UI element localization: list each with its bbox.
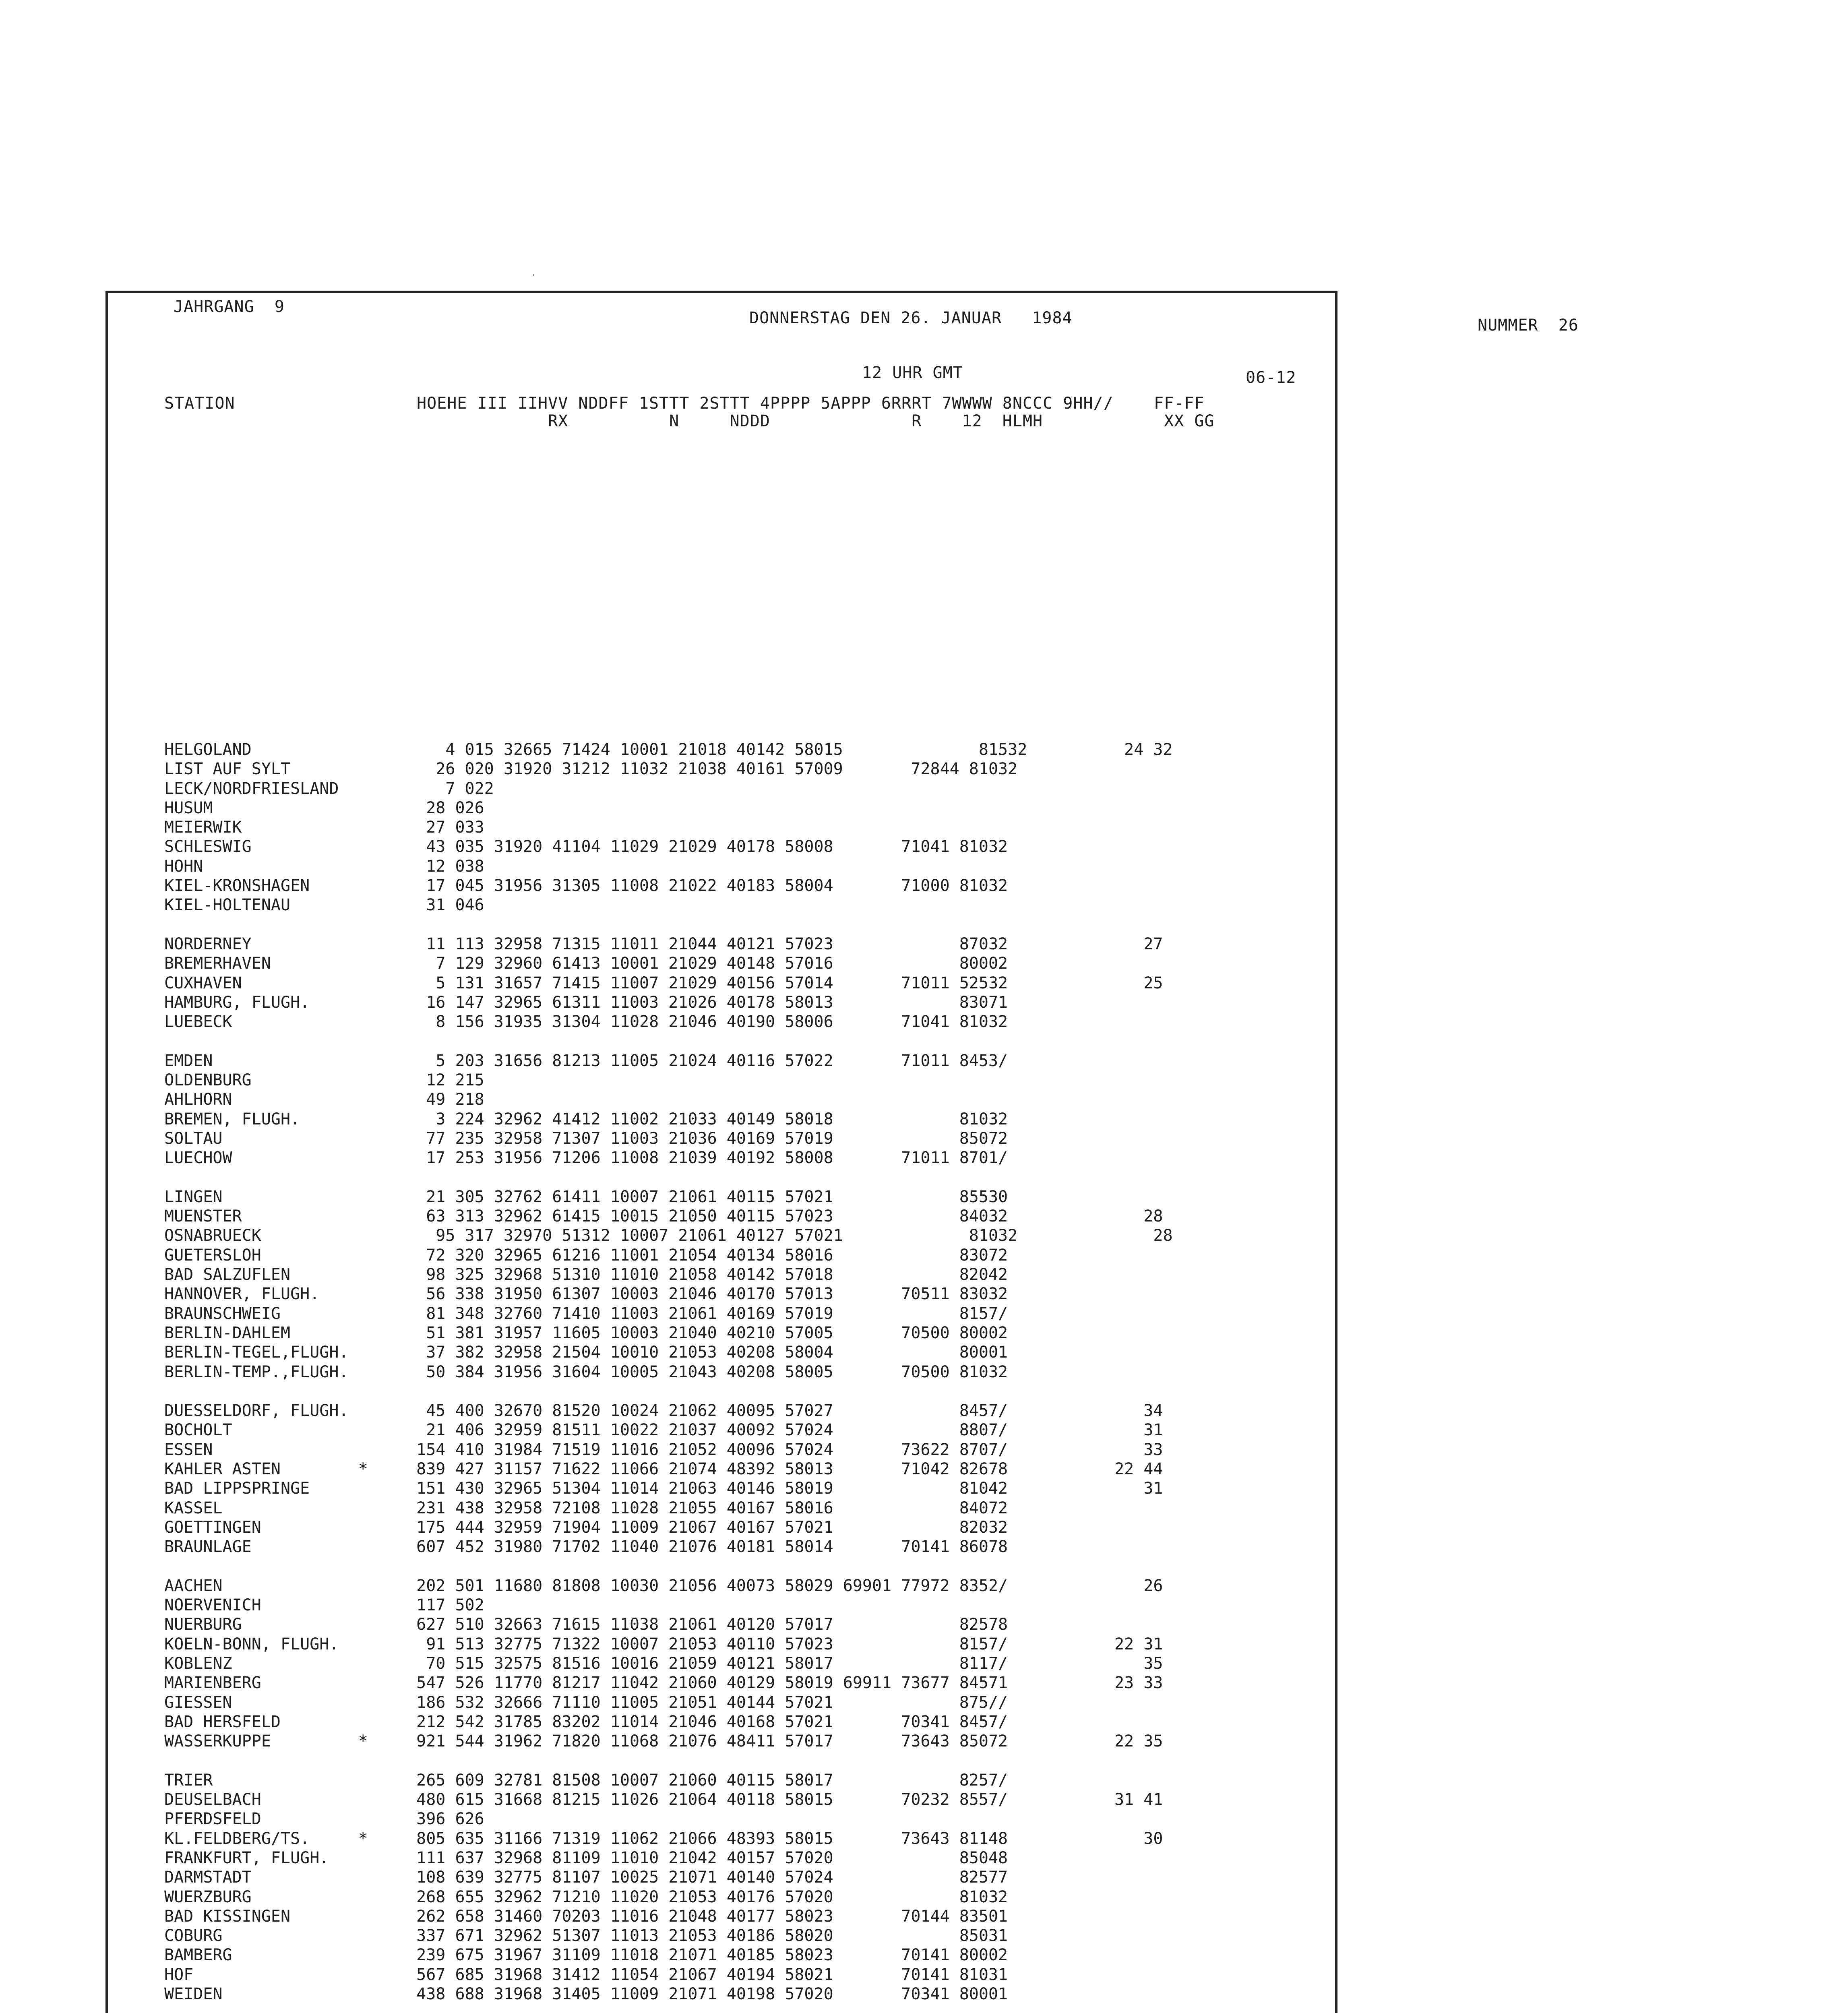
station-observation-list [164,740,1173,2013]
station-row: LIST AUF SYLT 26 020 31920 31212 11032 21038 40161 57009 72844 81032 [164,760,1018,779]
station-row: BREMERHAVEN 7 129 32960 61413 10001 21029 40148 57016 80002 [164,954,1008,973]
station-row: HOF 567 685 31968 31412 11054 21067 40194 58021 70141 81031 [164,1965,1008,1984]
jahrgang-label: JAHRGANG 9 [174,298,285,316]
station-row: AHLHORN 49 218 [164,1090,484,1109]
station-row: NOERVENICH 117 502 [164,1596,484,1615]
station-row: EMDEN 5 203 31656 81213 11005 21024 40116 57022 71011 8453/ [164,1051,1008,1070]
group-separator [164,2004,1173,2013]
station-row: WASSERKUPPE * 921 544 31962 71820 11068 21076 48411 57017 73643 85072 22 35 [164,1732,1163,1751]
station-row: LUECHOW 17 253 31956 71206 11008 21039 40192 58008 71011 8701/ [164,1149,1008,1168]
station-row: SOLTAU 77 235 32958 71307 11003 21036 40169 57019 85072 [164,1129,1008,1148]
station-row: CUXHAVEN 5 131 31657 71415 11007 21029 40156 57014 71011 52532 25 [164,973,1163,992]
station-row: HAMBURG, FLUGH. 16 147 32965 61311 11003 21026 40178 58013 83071 [164,993,1008,1012]
station-row: GIESSEN 186 532 32666 71110 11005 21051 40144 57021 875// [164,1693,1008,1712]
station-row: BRAUNSCHWEIG 81 348 32760 71410 11003 21061 40169 57019 8157/ [164,1304,1008,1323]
observation-time: 12 UHR GMT [862,364,963,382]
station-row: DUESSELDORF, FLUGH. 45 400 32670 81520 10024 21062 40095 57027 8457/ 34 [164,1401,1163,1420]
station-row: BAMBERG 239 675 31967 31109 11018 21071 40185 58023 70141 80002 [164,1946,1008,1965]
station-row: BAD LIPPSPRINGE 151 430 32965 51304 11014 21063 40146 58019 81042 31 [164,1479,1163,1498]
station-row: HUSUM 28 026 [164,798,484,817]
station-row: GUETERSLOH 72 320 32965 61216 11001 21054 40134 58016 83072 [164,1246,1008,1265]
station-row: ESSEN 154 410 31984 71519 11016 21052 40096 57024 73622 8707/ 33 [164,1440,1163,1459]
station-row: MEIERWIK 27 033 [164,818,484,837]
station-row: BERLIN-TEGEL,FLUGH. 37 382 32958 21504 10010 21053 40208 58004 80001 [164,1343,1008,1362]
station-row: COBURG 337 671 32962 51307 11013 21053 40186 58020 85031 [164,1926,1008,1945]
station-row: LECK/NORDFRIESLAND 7 022 [164,779,494,798]
station-row: DEUSELBACH 480 615 31668 81215 11026 21064 40118 58015 70232 8557/ 31 41 [164,1790,1163,1809]
station-row: BERLIN-DAHLEM 51 381 31957 11605 10003 21040 40210 57005 70500 80002 [164,1323,1008,1342]
station-row: LINGEN 21 305 32762 61411 10007 21061 40115 57021 85530 [164,1187,1008,1206]
station-row: GOETTINGEN 175 444 32959 71904 11009 21067 40167 57021 82032 [164,1518,1008,1537]
station-row: OSNABRUECK 95 317 32970 51312 10007 21061 40127 57021 81032 28 [164,1226,1173,1245]
station-row: MUENSTER 63 313 32962 61415 10015 21050 40115 57023 84032 28 [164,1207,1163,1226]
station-row: NORDERNEY 11 113 32958 71315 11011 21044 40121 57023 87032 27 [164,934,1163,953]
station-row: KAHLER ASTEN * 839 427 31157 71622 11066 21074 48392 58013 71042 82678 22 44 [164,1459,1163,1478]
bulletin-date: DONNERSTAG DEN 26. JANUAR 1984 [749,309,1073,327]
station-row: KIEL-KRONSHAGEN 17 045 31956 31305 11008 21022 40183 58004 71000 81032 [164,876,1008,895]
station-row: BERLIN-TEMP.,FLUGH. 50 384 31956 31604 10005 21043 40208 58005 70500 81032 [164,1362,1008,1381]
issue-number: NUMMER 26 [1478,316,1579,335]
station-row: NUERBURG 627 510 32663 71615 11038 21061 40120 57017 82578 [164,1615,1008,1634]
group-separator [164,1031,1173,1051]
station-row: OLDENBURG 12 215 [164,1071,484,1090]
station-row: KL.FELDBERG/TS. * 805 635 31166 71319 11062 21066 48393 58015 73643 81148 30 [164,1829,1163,1848]
station-row: BAD HERSFELD 212 542 31785 83202 11014 21046 40168 57021 70341 8457/ [164,1712,1008,1731]
station-row: BAD SALZUFLEN 98 325 32968 51310 11010 21058 40142 57018 82042 [164,1265,1008,1284]
station-row: HOHN 12 038 [164,857,484,876]
station-row: HELGOLAND 4 015 32665 71424 10001 21018 40142 58015 81532 24 32 [164,740,1173,759]
column-header-line1: STATION HOEHE III IIHVV NDDFF 1STTT 2STTT 4PPPP 5APPP 6RRRT 7WWWW 8NCCC 9HH// FF-FF [164,394,1205,413]
station-row: LUEBECK 8 156 31935 31304 11028 21046 40190 58006 71041 81032 [164,1013,1008,1031]
station-row: MARIENBERG 547 526 11770 81217 11042 21060 40129 58019 69911 73677 84571 23 33 [164,1674,1163,1693]
station-row: TRIER 265 609 32781 81508 10007 21060 40115 58017 8257/ [164,1771,1008,1790]
group-separator [164,1751,1173,1770]
period-0612-label: 06-12 [1246,368,1296,387]
station-row: KOBLENZ 70 515 32575 81516 10016 21059 40121 58017 8117/ 35 [164,1654,1163,1673]
group-separator [164,915,1173,934]
station-row: BRAUNLAGE 607 452 31980 71702 11040 21076 40181 58014 70141 86078 [164,1538,1008,1556]
group-separator [164,1556,1173,1576]
group-separator [164,1168,1173,1187]
column-header-line2: RX N NDDD R 12 HLMH XX GG [164,412,1215,430]
station-row: AACHEN 202 501 11680 81808 10030 21056 40073 58029 69901 77972 8352/ 26 [164,1576,1163,1595]
scan-mark: ˌ [531,260,536,277]
station-row: BOCHOLT 21 406 32959 81511 10022 21037 40092 57024 8807/ 31 [164,1421,1163,1440]
station-row: HANNOVER, FLUGH. 56 338 31950 61307 10003 21046 40170 57013 70511 83032 [164,1285,1008,1304]
station-row: SCHLESWIG 43 035 31920 41104 11029 21029 40178 58008 71041 81032 [164,837,1008,856]
station-row: PFERDSFELD 396 626 [164,1810,484,1829]
station-row: BREMEN, FLUGH. 3 224 32962 41412 11002 21033 40149 58018 81032 [164,1110,1008,1128]
station-row: WEIDEN 438 688 31968 31405 11009 21071 40198 57020 70341 80001 [164,1985,1008,2003]
station-row: KOELN-BONN, FLUGH. 91 513 32775 71322 10007 21053 40110 57023 8157/ 22 31 [164,1635,1163,1653]
station-row: DARMSTADT 108 639 32775 81107 10025 21071 40140 57024 82577 [164,1868,1008,1887]
station-row: WUERZBURG 268 655 32962 71210 11020 21053 40176 57020 81032 [164,1887,1008,1906]
bulletin-sheet [105,291,1337,2013]
station-row: BAD KISSINGEN 262 658 31460 70203 11016 21048 40177 58023 70144 83501 [164,1907,1008,1926]
station-row: FRANKFURT, FLUGH. 111 637 32968 81109 11010 21042 40157 57020 85048 [164,1848,1008,1867]
station-row: KIEL-HOLTENAU 31 046 [164,896,484,915]
station-row: KASSEL 231 438 32958 72108 11028 21055 40167 58016 84072 [164,1498,1008,1517]
group-separator [164,1382,1173,1401]
